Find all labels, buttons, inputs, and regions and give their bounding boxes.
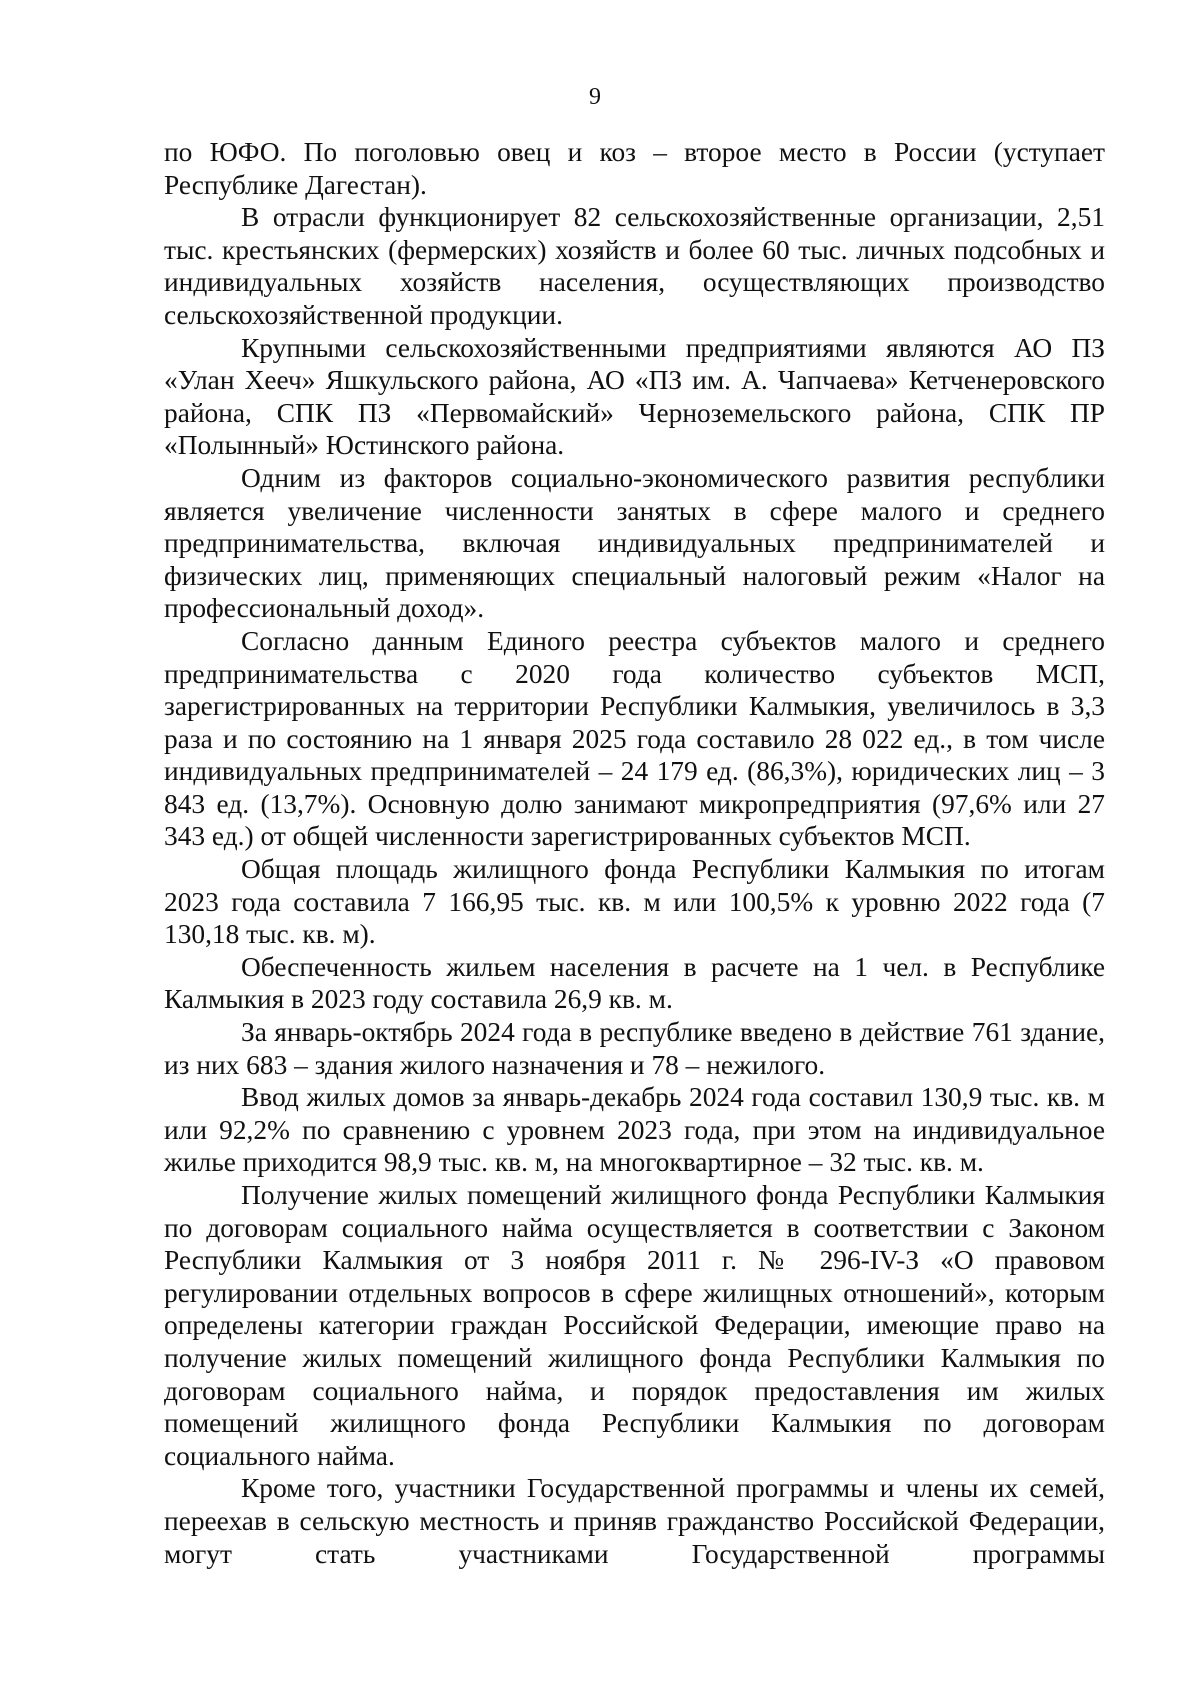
paragraph: Кроме того, участники Государственной программы и члены их семей, переехав в сельскую местность и приняв гражданство Российской Федерации, могут стать участниками Государственной программы (164, 1473, 1105, 1569)
paragraph: Обеспеченность жильем населения в расчете на 1 чел. в Республике Калмыкия в 2023 году составила 26,9 кв. м. (164, 951, 1105, 1015)
paragraph: Согласно данным Единого реестра субъектов малого и среднего предпринимательства с 2020 года количество субъектов МСП, зарегистрированных на территории Республики Калмыкия, увеличилось в 3,3 раза и по состоянию на 1 января 2025 года составило 28 022 ед., в том числе индивидуальных предпринимателей – 24 179 ед. (86,3%), юридических лиц – 3 843 ед. (13,7%). Основную долю занимают микропредприятия (97,6% или 27 343 ед.) от общей численности зарегистрированных субъектов МСП. (164, 625, 1105, 852)
paragraph: За январь-октябрь 2024 года в республике введено в действие 761 здание, из них 683 – здания жилого назначения и 78 – нежилого. (164, 1017, 1105, 1080)
paragraph: Одним из факторов социально-экономического развития республики является увеличение численности занятых в сфере малого и среднего предпринимательства, включая индивидуальных предпринимателей и физических лиц, применяющих специальный налоговый режим «Налог на профессиональный доход». (164, 462, 1105, 624)
paragraph: Получение жилых помещений жилищного фонда Республики Калмыкия по договорам социального найма осуществляется в соответствии с Законом Республики Калмыкия от 3 ноября 2011 г. № 296-IV-З «О правовом регулировании отдельных вопросов в сфере жилищных отношений», которым определены категории граждан Российской Федерации, имеющие право на получение жилых помещений жилищного фонда Республики Калмыкия по договорам социального найма, и порядок предоставления им жилых помещений жилищного фонда Республики Калмыкия по договорам социального найма. (164, 1180, 1105, 1471)
paragraph: по ЮФО. По поголовью овец и коз – второе место в России (уступает Республике Дагестан). (164, 137, 1105, 200)
paragraph: Крупными сельскохозяйственными предприятиями являются АО ПЗ «Улан Хееч» Яшкульского района, АО «ПЗ им. А. Чапчаева» Кетченеровского района, СПК ПЗ «Первомайский» Черноземельского района, СПК ПР «Полынный» Юстинского района. (164, 332, 1105, 461)
paragraph: Ввод жилых домов за январь-декабрь 2024 года составил 130,9 тыс. кв. м или 92,2% по сравнению с уровнем 2023 года, при этом на индивидуальное жилье приходится 98,9 тыс. кв. м, на многоквартирное – 32 тыс. кв. м. (164, 1082, 1105, 1178)
paragraph: В отрасли функционирует 82 сельскохозяйственные организации, 2,51 тыс. крестьянских (фермерских) хозяйств и более 60 тыс. личных подсобных и индивидуальных хозяйств населения, осуществляющих производство сельскохозяйственной продукции. (164, 202, 1105, 330)
paragraph: Общая площадь жилищного фонда Республики Калмыкия по итогам 2023 года составила 7 166,95 тыс. кв. м или 100,5% к уровню 2022 года (7 130,18 тыс. кв. м). (164, 854, 1105, 950)
page-number: 9 (589, 84, 601, 110)
document-body (164, 136, 1105, 1570)
